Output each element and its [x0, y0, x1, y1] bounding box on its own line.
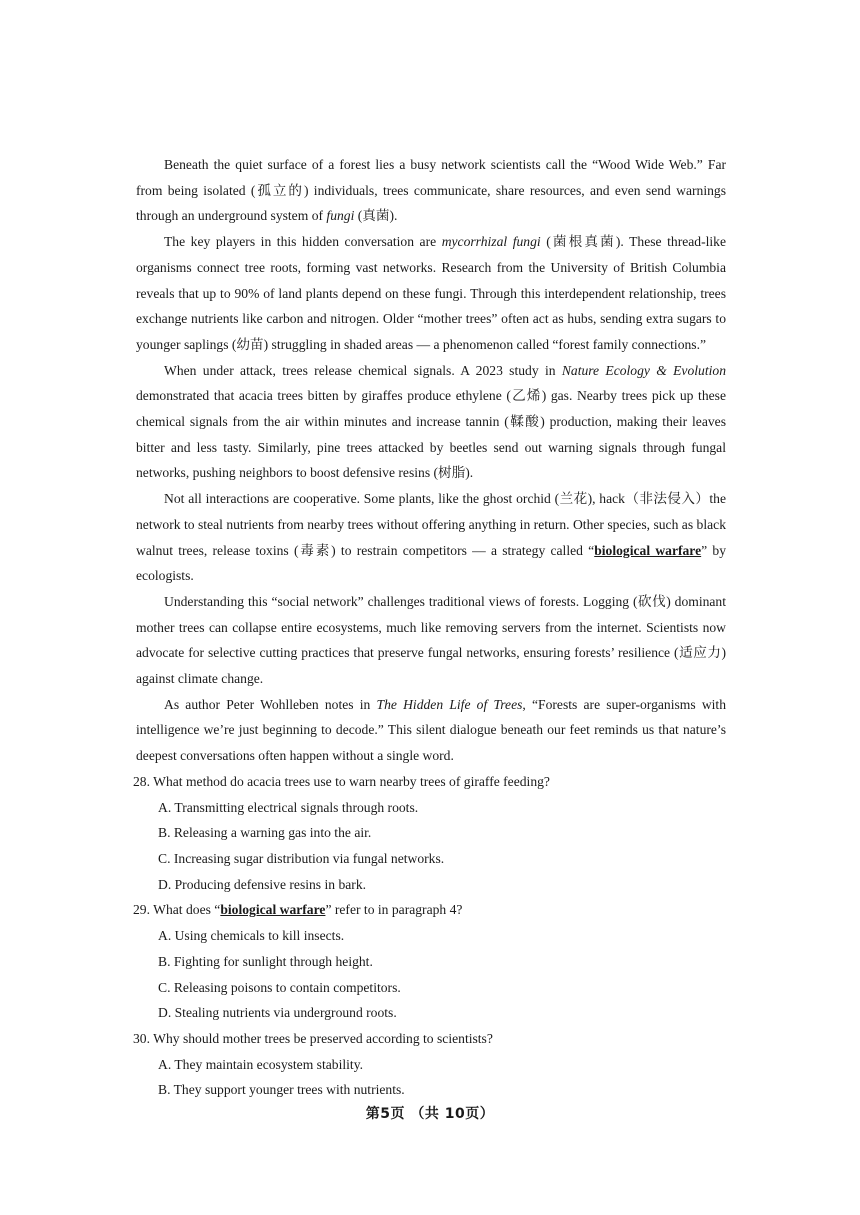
option-c: C. Releasing poisons to contain competitors. — [158, 979, 401, 995]
term-fungi: fungi — [326, 208, 355, 224]
term-mycorrhizal-fungi: mycorrhizal fungi — [441, 234, 541, 250]
option-a: A. Transmitting electrical signals through roots. — [158, 799, 419, 815]
book-title: The Hidden Life of Trees — [376, 696, 523, 712]
option-b: B. They support younger trees with nutrients. — [158, 1082, 405, 1098]
option-b: B. Fighting for sunlight through height. — [158, 953, 373, 969]
option-a: A. They maintain ecosystem stability. — [158, 1056, 364, 1072]
option-d: D. Producing defensive resins in bark. — [158, 876, 367, 892]
underlined-term: biological warfare — [594, 542, 702, 558]
question-29 — [133, 897, 726, 1026]
question-30 — [133, 1026, 726, 1103]
paragraph-4: Not all interactions are cooperative. Some plants, like the ghost orchid (兰花), hack（非法侵入）the network to steal nutrients from nearby trees without offering anything in return. Other species, such as black walnut trees, release toxins (毒素) to restrain competitors — a strategy called “biological warfare” by ecologists. — [136, 491, 727, 584]
paragraph-3: When under attack, trees release chemical signals. A 2023 study in Nature Ecology & Evolution demonstrated that acacia trees bitten by giraffes produce ethylene (乙烯) gas. Nearby trees pick up these chemical signals from the air within minutes and increase tannin (鞣酸) production, making their leaves bitter and less tasty. Similarly, pine trees attacked by beetles send out warning signals through fungal networks, pushing neighbors to boost defensive resins (树脂). — [136, 362, 726, 481]
option-c: C. Increasing sugar distribution via fungal networks. — [158, 850, 445, 866]
underlined-term: biological warfare — [220, 902, 326, 918]
paragraph-5: Understanding this “social network” challenges traditional views of forests. Logging (砍伐) dominant mother trees can collapse entire ecosystems, much like removing servers from the internet. Scientists now advocate for selective cutting practices that preserve fungal networks, ensuring forests’ resilience (适应力) against climate change. — [136, 593, 726, 687]
question-28 — [133, 769, 726, 898]
option-b: B. Releasing a warning gas into the air. — [158, 825, 372, 841]
journal-title: Nature Ecology & Evolution — [561, 362, 726, 378]
question-stem: 30. Why should mother trees be preserved according to scientists? — [133, 1030, 493, 1046]
paragraph-2: The key players in this hidden conversation are mycorrhizal fungi (菌根真菌). These thread-like organisms connect tree roots, forming vast networks. Research from the University of British Columbia reveals that up to 90% of land plants depend on these fungi. Through this interdependent relationship, trees exchange nutrients like carbon and nitrogen. Older “mother trees” often act as hubs, sending extra sugars to younger saplings (幼苗) struggling in shaded areas — a phenomenon called “forest family connections.” — [136, 234, 726, 352]
paragraph-1: Beneath the quiet surface of a forest lies a busy network scientists call the “Wood Wide Web.” Far from being isolated (孤立的) individuals, trees communicate, share resources, and even send warnings through an underground system of fungi (真菌). — [136, 157, 726, 224]
question-stem: 28. What method do acacia trees use to warn nearby trees of giraffe feeding? — [133, 773, 550, 789]
paragraph-6: As author Peter Wohlleben notes in The Hidden Life of Trees, “Forests are super-organisms with intelligence we’re just beginning to decode.” This silent dialogue beneath our feet reminds us that nature’s deepest conversations often happen without a single word. — [136, 696, 726, 764]
question-stem: 29. What does “biological warfare” refer to in paragraph 4? — [133, 902, 463, 918]
exam-page — [133, 152, 727, 1103]
option-d: D. Stealing nutrients via underground roots. — [158, 1005, 397, 1021]
page-number-footer: 第5页 （共 10页） — [365, 1106, 495, 1122]
option-a: A. Using chemicals to kill insects. — [158, 928, 345, 944]
